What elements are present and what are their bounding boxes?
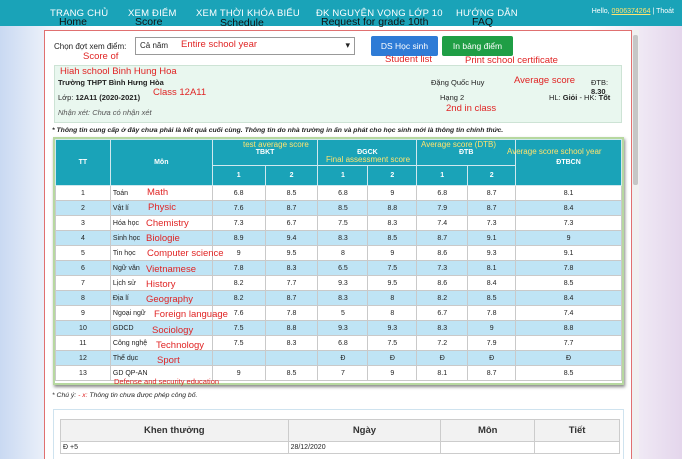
cell-tt: 4 (56, 231, 111, 246)
tbkt-note: test average score (243, 140, 309, 149)
cell-dgck2: 8.8 (368, 201, 417, 216)
cell-dtbcn: Đ (516, 351, 622, 366)
avg-label: ĐTB: (591, 78, 609, 87)
cell-dtb2: 7.3 (468, 216, 516, 231)
cell-dgck1: 6.8 (318, 186, 368, 201)
header-tt: TT (56, 140, 111, 186)
nav-schedule-note: Schedule (220, 17, 264, 29)
cell-dgck2: 8.5 (368, 231, 417, 246)
rewards-table (60, 419, 620, 454)
hk-label: HK: (584, 93, 597, 102)
reward-row (61, 442, 620, 454)
footnote-x: - x: (78, 392, 88, 399)
header-dtb: ĐTB (417, 140, 516, 166)
cell-dtb1: 8.3 (417, 321, 468, 336)
cell-dtb1: 8.1 (417, 366, 468, 381)
cell-dtbcn: 8.5 (516, 366, 622, 381)
cell-dtb2: 8.7 (468, 201, 516, 216)
cell-tt: 6 (56, 261, 111, 276)
nav-faq-note: FAQ (472, 16, 494, 28)
cell-tbkt1: 6.8 (212, 186, 265, 201)
school-note: Hiah school Binh Hung Hoa (60, 66, 177, 77)
cell-dtbcn: 8.4 (516, 201, 622, 216)
cell-tbkt1: 7.6 (212, 306, 265, 321)
rank-note: 2nd in class (446, 103, 497, 114)
cell-tbkt1: 7.6 (212, 201, 265, 216)
scroll-thumb[interactable] (633, 35, 638, 185)
subject-note: Chemistry (146, 217, 189, 229)
nav-grade10-request[interactable]: ĐK NGUYỆN VỌNG LỚP 10 (316, 8, 443, 19)
class-label: Lớp: (58, 93, 74, 102)
table-row (56, 291, 622, 306)
subject-note: Math (147, 187, 169, 198)
avg-note: Average score (514, 75, 576, 86)
cell-dtb1: 7.9 (417, 201, 468, 216)
cell-tt: 1 (56, 186, 111, 201)
table-row (56, 351, 622, 366)
cell-dtb2: 8.7 (468, 366, 516, 381)
score-of-note: Score of (83, 51, 119, 62)
table-row (56, 321, 622, 336)
subject-note: Foreign language (154, 309, 228, 321)
cell-tbkt2: 7.8 (265, 306, 318, 321)
reward-mon (441, 442, 535, 454)
footnote (52, 392, 197, 399)
cell-subject: Tin học (110, 246, 212, 261)
cell-tt: 7 (56, 276, 111, 291)
cell-dgck1: 8.3 (318, 231, 368, 246)
footnote-prefix: * Chú ý: (52, 392, 77, 399)
subject-note: Sociology (152, 324, 194, 336)
cell-dtb1: 8.2 (417, 291, 468, 306)
cell-dgck2: 9 (368, 186, 417, 201)
period-selected-value: Cả năm (140, 41, 169, 50)
header-dtb-sem2: 2 (468, 166, 516, 186)
header-dtbcn: ĐTBCN (516, 140, 622, 186)
cell-tbkt2: 8.3 (265, 261, 318, 276)
cell-tbkt2: 9.5 (265, 246, 318, 261)
cell-dtb2: 9 (468, 321, 516, 336)
cell-tbkt2 (265, 351, 318, 366)
chevron-down-icon: ▾ (345, 40, 350, 50)
cell-dgck2: 7.5 (368, 261, 417, 276)
nav-grade10-note: Request for grade 10th (321, 16, 429, 28)
reward-tiet (535, 442, 620, 454)
rewards-table-wrapper (53, 409, 624, 459)
students-note: Student list (385, 54, 432, 65)
page-scrollbar[interactable] (632, 30, 639, 459)
cell-dgck2: 8 (368, 291, 417, 306)
nav-schedule[interactable]: XEM THỜI KHÓA BIỂU (196, 8, 300, 19)
table-row (56, 216, 622, 231)
header-dgck-sem1: 1 (318, 166, 368, 186)
cell-subject: Công nghệ (110, 336, 212, 351)
nav-faq[interactable]: HƯỚNG DẪN (456, 8, 518, 19)
cell-tt: 10 (56, 321, 111, 336)
cell-tbkt1: 8.2 (212, 291, 265, 306)
disclaimer: * Thông tin cung cấp ở đây chưa phải là kết quả cuối cùng. Thông tin do nhà trường in ấn và phát cho học sinh mới là thông tin chính thức. (52, 127, 504, 134)
cell-tt: 13 (56, 366, 111, 381)
cell-dgck1: 9.3 (318, 276, 368, 291)
hl-label: HL: (549, 93, 561, 102)
subject-note: Geography (146, 294, 194, 306)
period-label: Chọn đợt xem điểm: (54, 42, 127, 51)
cell-dtbcn: 9 (516, 231, 622, 246)
table-row (56, 336, 622, 351)
cell-dtb1: 8.6 (417, 276, 468, 291)
cell-subject: Thể dục (110, 351, 212, 366)
cell-tbkt1 (212, 351, 265, 366)
nav-home-note: Home (59, 16, 88, 28)
rank (440, 93, 464, 102)
conduct-summary: HL: Giỏi - HK: Tốt (549, 93, 611, 102)
cell-dtb1: 8.6 (417, 246, 468, 261)
subject-note: Biologie (146, 232, 180, 244)
subject-note: Defense and security education (114, 376, 220, 386)
table-row (56, 231, 622, 246)
cell-tbkt1: 7.5 (212, 336, 265, 351)
cell-dtbcn: 7.3 (516, 216, 622, 231)
header-subject: Môn (110, 140, 212, 186)
hk-value: Tốt (598, 93, 611, 102)
comment-value: Chưa có nhận xét (92, 108, 152, 117)
table-row (56, 201, 622, 216)
user-greeting (592, 8, 674, 15)
avg-value: 8.30 (591, 87, 606, 96)
subject-note: Computer science (147, 248, 224, 260)
student-name: Đặng Quốc Huy (431, 78, 485, 87)
cell-dtb1: 6.7 (417, 306, 468, 321)
cell-dtbcn: 7.7 (516, 336, 622, 351)
main-panel (44, 30, 632, 459)
cell-subject: Ngoại ngữ (110, 306, 212, 321)
cell-dtbcn: 9.1 (516, 246, 622, 261)
cell-dgck1: 8 (318, 246, 368, 261)
print-scores-button[interactable]: In bảng điểm (442, 36, 513, 56)
cell-tbkt2: 8.8 (265, 321, 318, 336)
cell-dgck2: 8 (368, 306, 417, 321)
nav-home[interactable]: TRANG CHỦ (50, 8, 109, 19)
cell-dgck2: 9 (368, 366, 417, 381)
cell-dgck1: 8.3 (318, 291, 368, 306)
subject-note: Physic (148, 202, 176, 214)
reward-ngay: 28/12/2020 (288, 442, 441, 454)
rank-value: 2 (460, 93, 465, 102)
comment-label: Nhận xét: (58, 108, 91, 117)
phone-link[interactable]: 0906374264 (611, 8, 651, 15)
cell-tt: 11 (56, 336, 111, 351)
cell-tbkt1: 7.8 (212, 261, 265, 276)
reward-khen: Đ +5 (61, 442, 289, 454)
cell-dgck2: 9.3 (368, 321, 417, 336)
cell-dtb1: 7.4 (417, 216, 468, 231)
cell-subject: Địa lí (110, 291, 212, 306)
cell-tbkt2: 8.5 (265, 186, 318, 201)
grades-body (56, 186, 622, 381)
cell-dtbcn: 8.4 (516, 291, 622, 306)
dgck-note: Final assessment score (326, 155, 411, 164)
cell-dtb2: 7.8 (468, 306, 516, 321)
school-name: Trường THPT Bình Hưng Hòa (58, 78, 164, 87)
class-info (58, 93, 140, 102)
cell-dgck1: 9.3 (318, 321, 368, 336)
class-note: Class 12A11 (153, 87, 207, 98)
cell-tbkt2: 8.5 (265, 366, 318, 381)
header-ngay: Ngày (288, 420, 441, 442)
cell-tt: 3 (56, 216, 111, 231)
cell-tbkt2: 8.3 (265, 336, 318, 351)
class-value: 12A11 (2020-2021) (75, 93, 141, 102)
cell-subject: Hóa học (110, 216, 212, 231)
separator: | (652, 8, 655, 15)
cell-subject: Vật lí (110, 201, 212, 216)
cell-dtb2: 9.3 (468, 246, 516, 261)
cell-tbkt2: 8.7 (265, 291, 318, 306)
comment (58, 108, 152, 117)
logout-link[interactable]: Thoát (656, 8, 674, 15)
cell-subject: Sinh học (110, 231, 212, 246)
cell-tbkt2: 9.4 (265, 231, 318, 246)
cell-tt: 12 (56, 351, 111, 366)
header-dtb-sem1: 1 (417, 166, 468, 186)
cell-dgck1: 5 (318, 306, 368, 321)
cell-subject: GD QP-AN (110, 366, 212, 381)
cell-subject: Ngữ văn (110, 261, 212, 276)
cell-tbkt2: 8.7 (265, 201, 318, 216)
header-dgck-sem2: 2 (368, 166, 417, 186)
cell-dgck1: 7.5 (318, 216, 368, 231)
table-row (56, 276, 622, 291)
cell-dgck1: 6.5 (318, 261, 368, 276)
header-dgck: ĐGCK (318, 140, 417, 166)
header-tiet: Tiết (535, 420, 620, 442)
cell-dtb2: 8.5 (468, 291, 516, 306)
grades-table (55, 139, 622, 381)
cell-dgck2: 9.5 (368, 276, 417, 291)
footnote-text: Thông tin chưa được phép công bố. (89, 392, 198, 399)
cell-dtb2: 8.4 (468, 276, 516, 291)
cell-dtb2: 8.1 (468, 261, 516, 276)
cell-tbkt2: 7.7 (265, 276, 318, 291)
table-row (56, 186, 622, 201)
dtb-note: Average score (DTB) (421, 140, 496, 149)
nav-score[interactable]: XEM ĐIỂM (128, 8, 177, 19)
cell-tt: 9 (56, 306, 111, 321)
cell-tbkt1: 7.3 (212, 216, 265, 231)
rank-label: Hạng (440, 93, 458, 102)
cell-tbkt1: 8.9 (212, 231, 265, 246)
cell-tbkt2: 6.7 (265, 216, 318, 231)
cell-dtb1: 6.8 (417, 186, 468, 201)
header-khen: Khen thưởng (61, 420, 289, 442)
subject-note: Vietnamese (146, 263, 196, 275)
cell-dtb1: 7.2 (417, 336, 468, 351)
cell-dgck2: Đ (368, 351, 417, 366)
cell-tt: 2 (56, 201, 111, 216)
cell-dtb1: Đ (417, 351, 468, 366)
header-tbkt-sem1: 1 (212, 166, 265, 186)
cell-tbkt1: 9 (212, 246, 265, 261)
cell-dgck1: 7 (318, 366, 368, 381)
cell-subject: Lịch sử (110, 276, 212, 291)
header-tbkt-sem2: 2 (265, 166, 318, 186)
grades-table-wrapper (53, 137, 624, 385)
cell-tbkt1: 7.5 (212, 321, 265, 336)
cell-tbkt1: 8.2 (212, 276, 265, 291)
cell-dtbcn: 8.1 (516, 186, 622, 201)
cell-dgck1: 6.8 (318, 336, 368, 351)
cell-dtbcn: 8.5 (516, 276, 622, 291)
cell-dtb2: 7.9 (468, 336, 516, 351)
cell-tbkt1: 9 (212, 366, 265, 381)
cell-dtbcn: 8.8 (516, 321, 622, 336)
cell-dtb2: 9.1 (468, 231, 516, 246)
header-tbkt: TBKT (212, 140, 318, 166)
table-row (56, 261, 622, 276)
cell-dgck1: Đ (318, 351, 368, 366)
cell-dtb2: 8.7 (468, 186, 516, 201)
cell-dgck2: 9 (368, 246, 417, 261)
header-mon: Môn (441, 420, 535, 442)
cell-dtb1: 8.7 (417, 231, 468, 246)
dtbcn-note: Average score school year (507, 147, 602, 156)
cell-dtb2: Đ (468, 351, 516, 366)
table-row (56, 306, 622, 321)
subject-note: Sport (157, 355, 180, 367)
cell-dgck1: 8.5 (318, 201, 368, 216)
cell-tt: 8 (56, 291, 111, 306)
student-list-button[interactable]: DS Học sinh (371, 36, 438, 56)
print-note: Print school certificate (465, 55, 558, 66)
period-note: Entire school year (181, 39, 258, 50)
subject-note: History (146, 278, 176, 290)
cell-dgck2: 7.5 (368, 336, 417, 351)
table-row (56, 246, 622, 261)
cell-dtbcn: 7.4 (516, 306, 622, 321)
cell-subject: GDCD (110, 321, 212, 336)
nav-score-note: Score (135, 16, 163, 28)
cell-dtb1: 7.3 (417, 261, 468, 276)
cell-subject: Toán (110, 186, 212, 201)
cell-dtbcn: 7.8 (516, 261, 622, 276)
hl-value: Giỏi (562, 93, 578, 102)
cell-tt: 5 (56, 246, 111, 261)
subject-note: Technology (156, 340, 205, 351)
hello-text: Hello, (591, 8, 610, 15)
cell-dgck2: 8.3 (368, 216, 417, 231)
